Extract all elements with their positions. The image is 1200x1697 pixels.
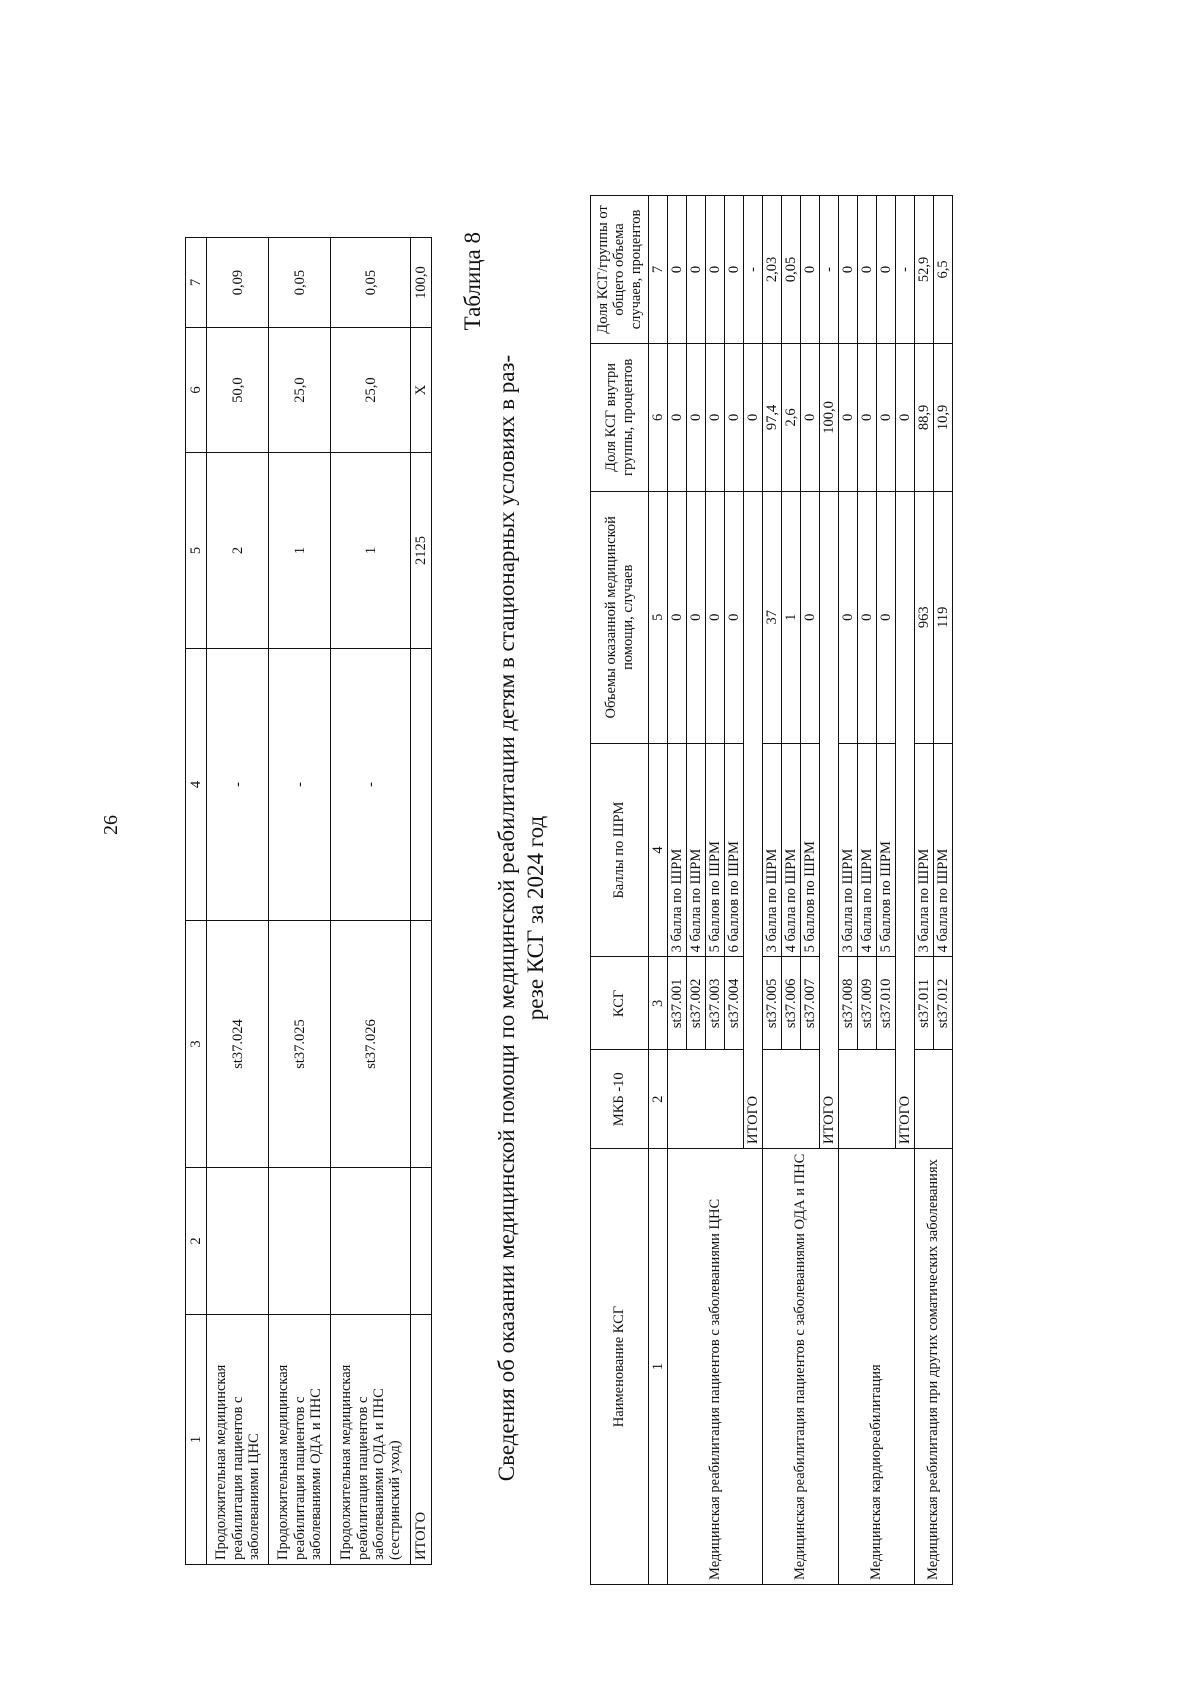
volume: 0 [725,491,744,743]
column-header: МКБ -10 [591,1050,649,1149]
column-number: 5 [649,491,668,743]
score: 5 баллов по ШРМ [706,743,725,957]
total-label: ИТОГО [896,491,915,1148]
mkb-code [331,1168,411,1315]
share-in-group: 25,0 [331,328,411,453]
volume: 1 [782,491,801,743]
score: 5 баллов по ШРМ [801,743,820,957]
total-label: ИТОГО [744,491,763,1148]
score: - [269,649,331,921]
column-number: 7 [186,238,207,328]
share-total: 0 [668,196,687,344]
column-number: 2 [649,1050,668,1149]
mkb-code [763,1050,820,1149]
table-heading [493,308,551,1528]
mkb-code [207,1168,269,1315]
group-name: Медицинская реабилитация пациентов с заболеваниями ОДА и ПНС [763,1149,839,1585]
ksg-name: Продолжительная медицинская реабилитация пациентов с заболеваниями ЦНС [207,1315,269,1565]
share-total: 0 [706,196,725,344]
column-number: 1 [186,1315,207,1565]
share-total: 0 [725,196,744,344]
share-in-group: 0 [744,343,763,491]
column-number: 5 [186,453,207,649]
share-in-group: 0 [877,343,896,491]
score: 3 балла по ШРМ [915,743,934,957]
score: 4 балла по ШРМ [687,743,706,957]
share-in-group: 25,0 [269,328,331,453]
volume: 1 [269,453,331,649]
share-in-group: 0 [896,343,915,491]
share-total: 0 [858,196,877,344]
table-row [207,238,269,1565]
column-header: Наименование КСГ [591,1149,649,1585]
ksg-code: st37.010 [877,957,896,1050]
share-total: - [896,196,915,344]
score: 3 балла по ШРМ [668,743,687,957]
column-number: 3 [186,921,207,1168]
volume: 0 [801,491,820,743]
ksg-code: st37.002 [687,957,706,1050]
table-row [331,238,411,1565]
ksg-code: st37.008 [839,957,858,1050]
score: 4 балла по ШРМ [858,743,877,957]
continued-table [185,237,432,1565]
column-header: Баллы по ШРМ [591,743,649,957]
score: 3 балла по ШРМ [839,743,858,957]
volume: 0 [668,491,687,743]
mkb-code [839,1050,896,1149]
heading-line: резе КСГ за 2024 год [522,815,548,1021]
share-total: - [744,196,763,344]
share-in-group: 0 [687,343,706,491]
score: 5 баллов по ШРМ [877,743,896,957]
share-in-group: 0 [839,343,858,491]
heading-line: Сведения об оказании медицинской помощи по медицинской реабилитации детям в стационарных условиях в раз- [494,354,519,1482]
share-total: 0 [687,196,706,344]
score: 6 баллов по ШРМ [725,743,744,957]
ksg-code [411,921,432,1168]
table-row [839,196,858,1585]
share-in-group: 2,6 [782,343,801,491]
share-in-group: 0 [706,343,725,491]
share-total: 0 [839,196,858,344]
score: - [331,649,411,921]
table-total-row [411,238,432,1565]
score: 4 балла по ШРМ [782,743,801,957]
column-header: Объемы оказанной медицинской помощи, случаев [591,491,649,743]
ksg-name: Продолжительная медицинская реабилитация пациентов с заболеваниями ОДА и ПНС [269,1315,331,1565]
ksg-code: st37.011 [915,957,934,1050]
share-in-group: Х [411,328,432,453]
column-number: 2 [186,1168,207,1315]
share-in-group: 97,4 [763,343,782,491]
ksg-code: st37.012 [934,957,953,1050]
group-name: Медицинская реабилитация при других соматических заболеваниях [915,1149,953,1585]
volume: 0 [687,491,706,743]
share-total: 52,9 [915,196,934,344]
table-label: Таблица 8 [460,232,485,331]
share-total: 0 [801,196,820,344]
ksg-code: st37.009 [858,957,877,1050]
share-total: 6,5 [934,196,953,344]
ksg-code: st37.024 [207,921,269,1168]
share-in-group: 50,0 [207,328,269,453]
ksg-code: st37.005 [763,957,782,1050]
total-label: ИТОГО [411,1315,432,1565]
score [411,649,432,921]
group-name: Медицинская кардиореабилитация [839,1149,915,1585]
table-row [915,196,934,1585]
table-row [269,238,331,1565]
score: 3 балла по ШРМ [763,743,782,957]
volume: 963 [915,491,934,743]
score: 4 балла по ШРМ [934,743,953,957]
column-number: 7 [649,196,668,344]
mkb-code [915,1050,953,1149]
column-number: 4 [186,649,207,921]
share-total: 0,09 [207,238,269,328]
volume: 37 [763,491,782,743]
total-label: ИТОГО [820,491,839,1148]
ksg-name: Продолжительная медицинская реабилитация пациентов с заболеваниями ОДА и ПНС (сестринский уход) [331,1315,411,1565]
share-total: 0 [877,196,896,344]
volume: 0 [839,491,858,743]
share-total: 0,05 [331,238,411,328]
share-in-group: 0 [858,343,877,491]
column-header: Доля КСГ/группы от общего объема случаев, процентов [591,196,649,344]
volume: 0 [706,491,725,743]
column-header: КСГ [591,957,649,1050]
share-total: 0,05 [782,196,801,344]
column-number: 3 [649,957,668,1050]
share-total: 100,0 [411,238,432,328]
volume: 0 [858,491,877,743]
mkb-code [269,1168,331,1315]
share-in-group: 0 [801,343,820,491]
share-total: - [820,196,839,344]
rotated-page-content [160,150,1110,1600]
page-number: 26 [100,815,122,835]
volume: 1 [331,453,411,649]
table-row [763,196,782,1585]
mkb-code [668,1050,744,1149]
group-name: Медицинская реабилитация пациентов с заболеваниями ЦНС [668,1149,763,1585]
share-in-group: 10,9 [934,343,953,491]
ksg-code: st37.007 [801,957,820,1050]
table-header-row [591,196,649,1585]
share-in-group: 100,0 [820,343,839,491]
column-number: 6 [186,328,207,453]
share-in-group: 0 [668,343,687,491]
ksg-code: st37.006 [782,957,801,1050]
ksg-code: st37.003 [706,957,725,1050]
column-number: 1 [649,1149,668,1585]
ksg-code: st37.004 [725,957,744,1050]
column-number: 4 [649,743,668,957]
volume: 119 [934,491,953,743]
ksg-code: st37.026 [331,921,411,1168]
column-header: Доля КСГ внутри группы, процентов [591,343,649,491]
share-total: 0,05 [269,238,331,328]
ksg-table [590,195,953,1585]
share-in-group: 0 [725,343,744,491]
ksg-code: st37.025 [269,921,331,1168]
share-total: 2,03 [763,196,782,344]
volume: 2125 [411,453,432,649]
column-number: 6 [649,343,668,491]
volume: 0 [877,491,896,743]
mkb-code [411,1168,432,1315]
ksg-code: st37.001 [668,957,687,1050]
volume: 2 [207,453,269,649]
score: - [207,649,269,921]
share-in-group: 88,9 [915,343,934,491]
table-row [668,196,687,1585]
column-number-row [649,196,668,1585]
table-header-row [186,238,207,1565]
